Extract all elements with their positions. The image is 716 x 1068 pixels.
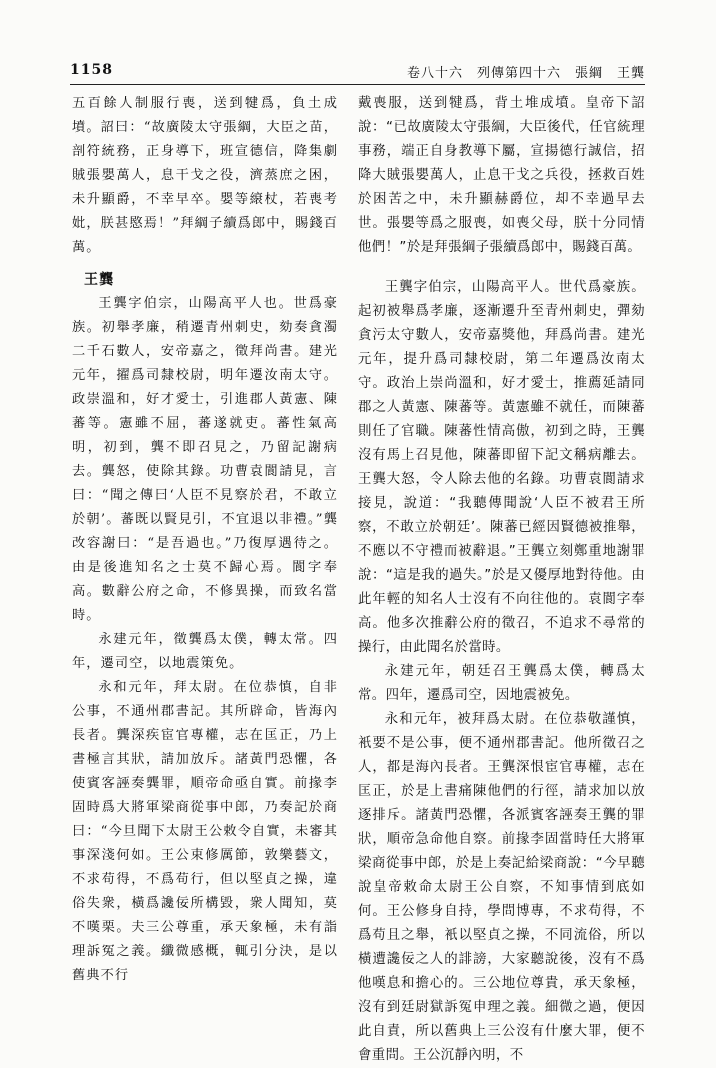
page-header <box>70 58 645 82</box>
classical-paragraph: 永建元年，徵龔爲太僕，轉太常。四年，遷司空，以地震策免。 <box>72 632 338 671</box>
classical-text-column <box>72 92 338 983</box>
section-title: 王龔 <box>84 272 115 288</box>
translation-paragraph: 永建元年，朝廷召王龔爲太僕，轉爲太常。四年，遷爲司空，因地震被免。 <box>358 664 645 703</box>
translation-paragraph: 永和元年，被拜爲太尉。在位恭敬謹慎，衹要不是公事，便不通州郡書記。他所徵召之人，都是海內長者。王龔深恨宦官專權，志在匡正，於是上書痛陳他們的行徑，請求加以放逐排斥。諸黃門恐懼，各派賓客誣奏王龔的罪狀，順帝急命他自察。前掾李固當時任大將軍梁商從事中郎，於是上奏記給梁商說：“今早聽說皇帝敕命太尉王公自察，不知事情到底如何。王公修身自持，學問博專，不求苟得，不爲苟且之舉，衹以堅貞之操，不同流俗，所以橫遭讒佞之人的誹謗，大家聽說後，沒有不爲他嘆息和擔心的。三公地位尊貴，承天象極，沒有到廷尉獄訴冤申理之義。細微之過，便因此自責，所以舊典上三公沒有什麼大罪，便不會重問。王公沉靜內明，不 <box>358 712 645 1063</box>
classical-paragraph: 王龔字伯宗，山陽高平人也。世爲豪族。初舉孝廉，稍遷青州刺史，劾奏貪濁二千石數人，安帝嘉之，徵拜尚書。建光元年，擢爲司隸校尉，明年遷汝南太守。政崇溫和，好才愛士，引進郡人黃憲、陳蕃等。憲雖不屈，蕃遂就吏。蕃性氣高明，初到，龔不即召見之，乃留記謝病去。龔怒，使除其錄。功曹袁閬請見，言曰：“聞之傳曰‘人臣不見察於君，不敢立於朝’。蕃既以賢見引，不宜退以非禮。”龔改容謝曰：“是吾過也。”乃復厚遇待之。由是後進知名之士莫不歸心焉。閬字奉高。數辭公府之命，不修異操，而致名當時。 <box>72 296 338 623</box>
classical-paragraph: 永和元年，拜太尉。在位恭慎，自非公事，不通州郡書記。其所辟命，皆海內長者。龔深疾宦官專權，志在匡正，乃上書極言其狀，請加放斥。諸黃門恐懼，各使賓客誣奏龔罪，順帝命亟自實。前掾李固時爲大將軍梁商從事中郎，乃奏記於商曰：“今旦聞下太尉王公敕令自實，未審其事深淺何如。王公束修厲節，敦樂藝文，不求苟得，不爲苟行，但以堅貞之操，違俗失衆，橫爲讒佞所構毀，衆人聞知，莫不嘆栗。夫三公尊重，承天象極，未有詣理訴冤之義。纖微感概，輒引分決，是以舊典不行 <box>72 680 338 983</box>
translation-paragraph: 王龔字伯宗，山陽高平人。世代爲豪族。起初被舉爲孝廉，逐漸遷升至青州刺史，彈劾貪污太守數人，安帝嘉獎他，拜爲尚書。建光元年，提升爲司隸校尉，第二年遷爲汝南太守。政治上崇尚溫和，好才愛士，推薦延請同郡之人黃憲、陳蕃等。黃憲雖不就任，而陳蕃則任了官職。陳蕃性情高傲，初到之時，王龔沒有馬上召見他，陳蕃即留下記文稱病離去。王龔大怒，令人除去他的名錄。功曹袁閬請求接見，說道：“我聽傳聞說‘人臣不被君王所察，不敢立於朝廷’。陳蕃已經因賢德被推舉，不應以不守禮而被辭退。”王龔立刻鄭重地謝罪說：“這是我的過失。”於是又優厚地對待他。由此年輕的知名人士沒有不向往他的。袁閬字奉高。他多次推辭公府的徵召，不追求不尋常的操行，由此聞名於當時。 <box>358 280 645 655</box>
paragraph-gap <box>72 260 338 268</box>
classical-paragraph: 五百餘人制服行喪，送到犍爲，負土成墳。詔曰：“故廣陵太守張綱，大臣之苗，剖符統務，正身導下，班宣德信，降集劇賊張嬰萬人，息干戈之役，濟蒸庶之困，未升顯爵，不幸早卒。嬰等縗杖，若喪考妣，朕甚愍焉！”拜綱子續爲郎中，賜錢百萬。 <box>72 96 338 255</box>
page-number: 1158 <box>70 62 113 78</box>
translation-paragraph: 戴喪服，送到犍爲，背土堆成墳。皇帝下詔說：“已故廣陵太守張綱，大臣後代，任官統理事務，端正自身教導下屬，宣揚德行誠信，招降大賊張嬰萬人，止息干戈之兵役，拯救百姓於困苦之中，未升顯赫爵位，却不幸過早去世。張嬰等爲之服喪，如喪父母，朕十分同情他們！”於是拜張綱子張續爲郎中，賜錢百萬。 <box>358 96 645 255</box>
translation-column <box>358 92 645 1063</box>
paragraph-gap <box>358 260 645 268</box>
paragraph-gap <box>358 268 645 276</box>
header-rule <box>70 84 645 85</box>
running-title: 卷八十六 列傳第四十六 張綱 王龔 <box>406 66 645 81</box>
